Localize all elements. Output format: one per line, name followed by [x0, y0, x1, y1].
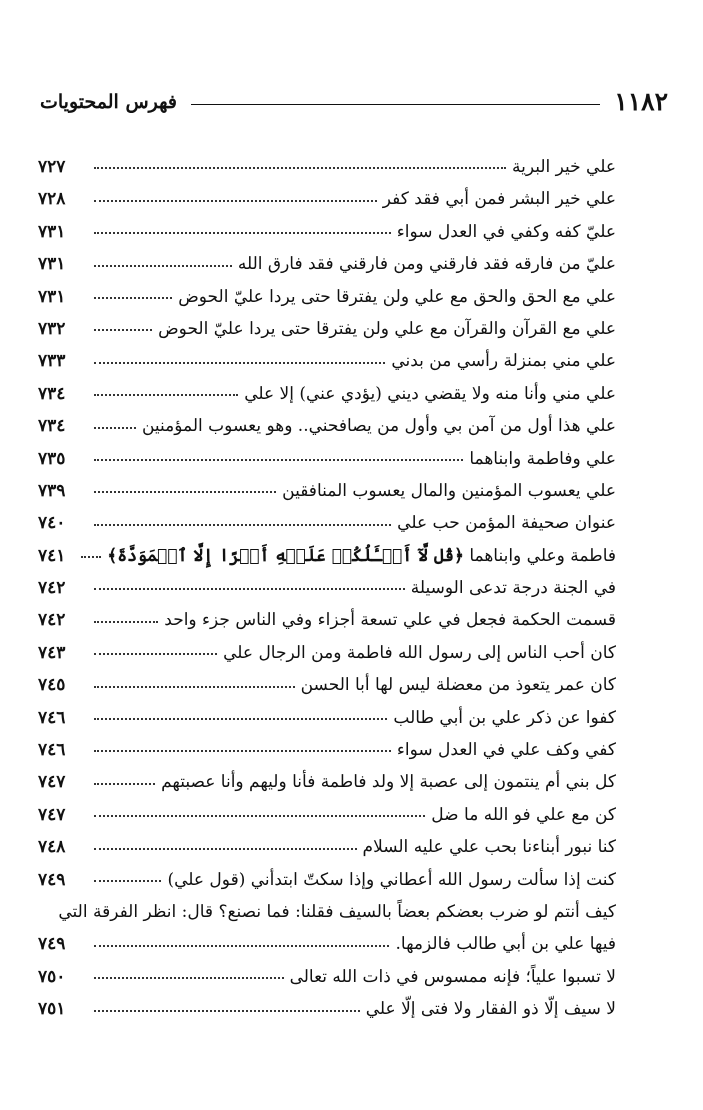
entry-title: كيف أنتم لو ضرب بعضكم بعضاً بالسيف فقلنا: فما نصنع؟ قال: انظر الفرقة التي	[58, 901, 616, 922]
entry-page-number: ٧٣١	[38, 221, 66, 242]
dot-leader	[94, 945, 389, 947]
entry-title: كان عمر يتعوذ من معضلة ليس لها أبا الحسن	[300, 675, 616, 696]
entry-page-number: ٧٣٥	[38, 448, 66, 469]
dot-leader	[94, 232, 391, 234]
entry-page-number: ٧٤٢	[38, 610, 66, 631]
entry-page-number: ٧٤٦	[38, 740, 66, 761]
entry-page-number: ٧٤٥	[38, 675, 66, 696]
toc-entry	[38, 275, 616, 307]
entry-title: كفوا عن ذكر علي بن أبي طالب	[393, 707, 616, 728]
entry-title: كنا نبور أبناءنا بحب علي عليه السلام	[362, 837, 616, 858]
entry-title: في الجنة درجة تدعى الوسيلة	[410, 578, 616, 599]
entry-title: علي مع الحق والحق مع علي ولن يفترقا حتى يردا عليّ الحوض	[178, 286, 616, 307]
running-title: فهرس المحتويات	[40, 91, 177, 113]
entry-page-number: ٧٣١	[38, 286, 66, 307]
dot-leader	[94, 394, 238, 396]
dot-leader	[94, 718, 387, 720]
entry-page-number: ٧٥١	[38, 999, 66, 1020]
dot-leader	[94, 329, 152, 331]
dot-leader	[94, 621, 158, 623]
dot-leader	[94, 524, 391, 526]
toc-entry	[38, 825, 616, 857]
dot-leader	[94, 815, 425, 817]
toc-entry	[38, 404, 616, 436]
dot-leader	[94, 588, 405, 590]
toc-entry	[38, 598, 616, 630]
dot-leader	[94, 783, 155, 785]
entry-page-number: ٧٢٧	[38, 157, 66, 177]
toc-entry	[38, 242, 616, 274]
dot-leader	[94, 1010, 360, 1012]
entry-title: علي خير البشر فمن أبي فقد كفر	[382, 189, 616, 210]
entry-title: عليّ كفه وكفي في العدل سواء	[396, 221, 616, 242]
toc-entry	[38, 728, 616, 760]
toc-entry	[38, 955, 616, 987]
page-header	[40, 80, 668, 114]
entry-title: كن مع علي فو الله ما ضل	[431, 804, 616, 825]
entry-title: علي وفاطمة وابناهما	[469, 448, 616, 469]
entry-title: كل بني أم ينتمون إلى عصبة إلا ولد فاطمة فأنا وليهم وأنا عصبتهم	[161, 772, 616, 793]
toc-entry	[38, 372, 616, 404]
header-rule	[191, 104, 600, 105]
entry-title: كنت إذا سألت رسول الله أعطاني وإذا سكتّ ابتدأني (قول علي)	[167, 869, 616, 890]
entry-title	[101, 546, 616, 566]
toc-entry	[38, 793, 616, 825]
toc-entry	[38, 566, 616, 598]
toc-entry	[38, 177, 616, 209]
dot-leader	[94, 297, 172, 299]
entry-title: لا سيف إلّا ذو الفقار ولا فتى إلّا علي	[365, 999, 616, 1020]
dot-leader	[94, 653, 217, 655]
table-of-contents	[38, 145, 616, 1020]
entry-page-number: ٧٣١	[38, 254, 66, 275]
toc-entry	[38, 922, 616, 954]
dot-leader	[94, 167, 506, 169]
entry-page-number: ٧٢٨	[38, 189, 66, 210]
toc-entry	[38, 631, 616, 663]
entry-title: كفي وكف علي في العدل سواء	[396, 740, 616, 761]
quran-verse: ﴿قُل لَّآ أَسۡـَٔلُكُمۡ عَلَيۡهِ أَجۡرًا إِلَّا ٱلۡمَوَدَّةَ﴾	[107, 545, 464, 566]
dot-leader	[94, 977, 284, 979]
entry-page-number: ٧٤٩	[38, 934, 66, 955]
entry-title: علي مع القرآن والقرآن مع علي ولن يفترقا حتى يردا عليّ الحوض	[158, 318, 616, 339]
toc-entry	[38, 663, 616, 695]
toc-entry	[38, 469, 616, 501]
dot-leader	[94, 427, 136, 429]
entry-title: عليّ من فارقه فقد فارقني ومن فارقني فقد فارق الله	[237, 254, 616, 275]
toc-entry	[38, 437, 616, 469]
dot-leader	[94, 459, 463, 461]
dot-leader	[94, 265, 232, 267]
dot-leader	[94, 362, 385, 364]
entry-page-number: ٧٤٧	[38, 772, 66, 793]
dot-leader	[81, 556, 101, 558]
entry-page-number: ٧٤٣	[38, 642, 66, 663]
entry-title: كان أحب الناس إلى رسول الله فاطمة ومن الرجال علي	[223, 642, 616, 663]
toc-entry-continued	[38, 890, 616, 922]
entry-page-number: ٧٤١	[38, 545, 66, 566]
entry-page-number: ٧٤٩	[38, 869, 66, 890]
dot-leader	[94, 200, 377, 202]
toc-entry	[38, 987, 616, 1019]
toc-entry	[38, 307, 616, 339]
toc-entry	[38, 501, 616, 533]
entry-title: لا تسبوا علياً؛ فإنه ممسوس في ذات الله تعالى	[289, 966, 616, 987]
entry-page-number: ٧٤٠	[38, 513, 66, 534]
entry-title: علي يعسوب المؤمنين والمال يعسوب المنافقين	[282, 480, 616, 501]
toc-entry	[38, 534, 616, 566]
entry-page-number: ٧٥٠	[38, 966, 66, 987]
entry-page-number: ٧٤٧	[38, 804, 66, 825]
entry-page-number: ٧٤٨	[38, 837, 66, 858]
entry-title: علي مني بمنزلة رأسي من بدني	[391, 351, 616, 372]
entry-title: علي هذا أول من آمن بي وأول من يصافحني.. وهو يعسوب المؤمنين	[141, 416, 616, 437]
dot-leader	[94, 750, 391, 752]
entry-title: فيها علي بن أبي طالب فالزمها.	[395, 934, 616, 955]
entry-page-number: ٧٤٢	[38, 578, 66, 599]
dot-leader	[94, 848, 357, 850]
dot-leader	[94, 880, 161, 882]
toc-entry	[38, 696, 616, 728]
entry-title-text: فاطمة وعلي وابناهما	[469, 545, 616, 566]
toc-entry	[38, 760, 616, 792]
entry-title: علي مني وأنا منه ولا يقضي ديني (يؤدي عني) إلا علي	[244, 383, 616, 404]
entry-page-number: ٧٣٣	[38, 351, 66, 372]
toc-entry	[38, 210, 616, 242]
entry-title: علي خير البرية	[511, 157, 616, 177]
toc-entry	[38, 145, 616, 177]
entry-title: عنوان صحيفة المؤمن حب علي	[397, 513, 616, 534]
entry-page-number: ٧٣٢	[38, 318, 66, 339]
dot-leader	[94, 686, 295, 688]
page-number: ١١٨٢	[614, 87, 668, 116]
toc-entry	[38, 339, 616, 371]
entry-page-number: ٧٣٤	[38, 416, 66, 437]
entry-page-number: ٧٣٩	[38, 480, 66, 501]
entry-page-number: ٧٣٤	[38, 383, 66, 404]
entry-title: قسمت الحكمة فجعل في علي تسعة أجزاء وفي الناس جزء واحد	[164, 610, 616, 631]
entry-page-number: ٧٤٦	[38, 707, 66, 728]
toc-entry	[38, 858, 616, 890]
dot-leader	[94, 491, 276, 493]
